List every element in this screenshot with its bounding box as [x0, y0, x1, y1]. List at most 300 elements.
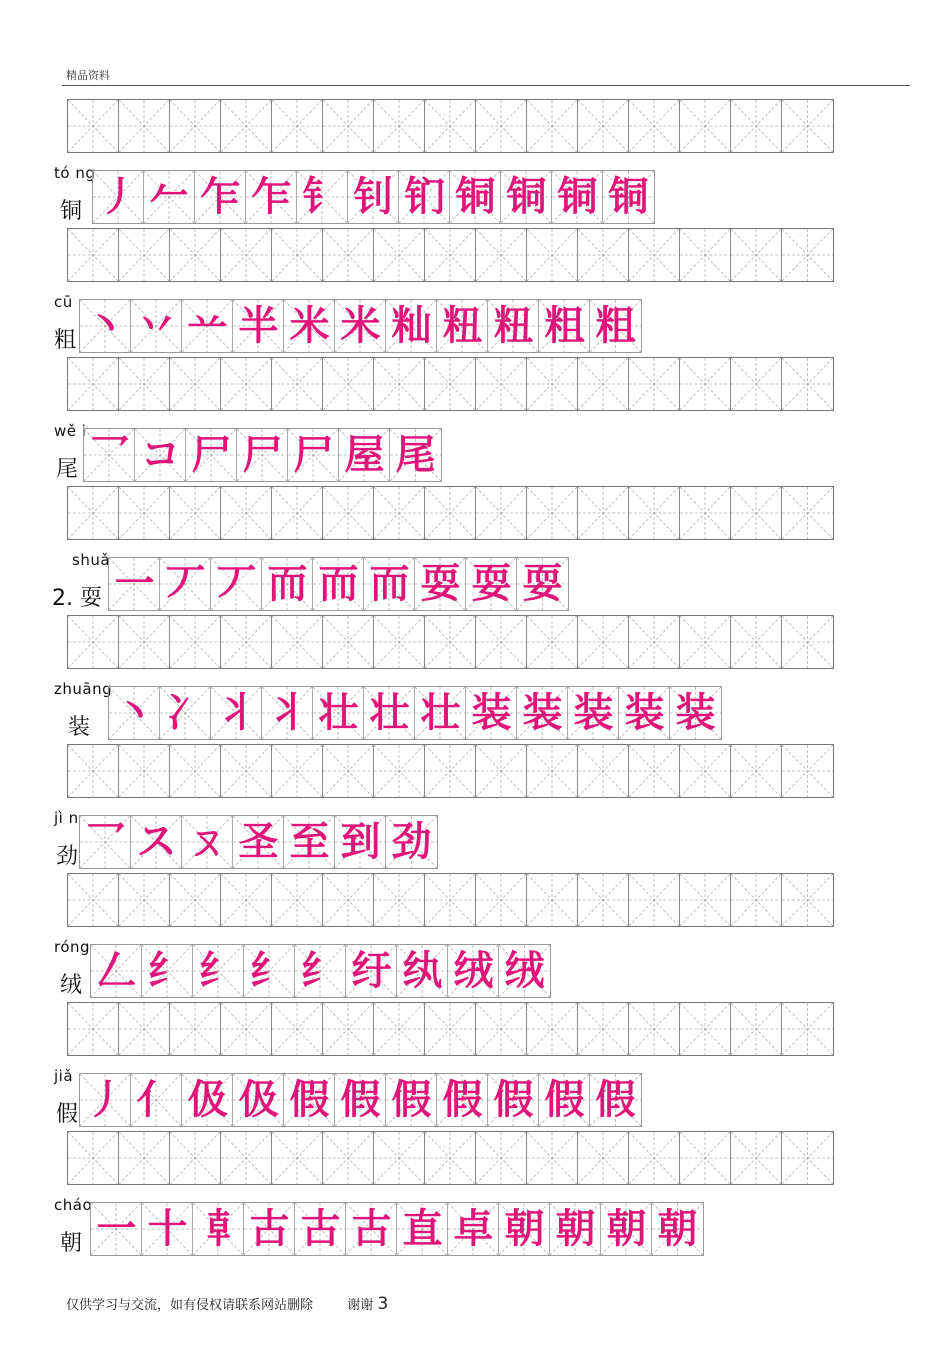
practice-cell[interactable] — [221, 358, 272, 410]
practice-cell[interactable] — [170, 1132, 221, 1184]
stroke-step-cell — [211, 558, 262, 610]
practice-cell[interactable] — [782, 487, 833, 539]
tianzige-guides — [680, 100, 730, 152]
tianzige-guides — [119, 616, 169, 668]
practice-cell[interactable] — [374, 1132, 425, 1184]
tianzige-guides — [731, 1003, 781, 1055]
stroke-step-cell — [135, 429, 186, 481]
tianzige-guides — [374, 100, 424, 152]
tianzige-guides — [629, 229, 679, 281]
tianzige-guides — [476, 745, 526, 797]
stroke-step-cell — [652, 1203, 703, 1255]
practice-cell[interactable] — [680, 100, 731, 152]
tianzige-guides — [578, 229, 628, 281]
stroke-step-glyph: 钅 — [302, 174, 343, 220]
practice-cell[interactable] — [272, 1132, 323, 1184]
tianzige-guides — [527, 229, 577, 281]
practice-cell[interactable] — [221, 616, 272, 668]
tianzige-guides — [323, 100, 373, 152]
tianzige-guides — [323, 1003, 373, 1055]
stroke-step-cell — [499, 1203, 550, 1255]
practice-cell[interactable] — [476, 100, 527, 152]
practice-cell[interactable] — [425, 358, 476, 410]
practice-cell[interactable] — [374, 229, 425, 281]
practice-cell[interactable] — [578, 1003, 629, 1055]
stroke-step-cell — [601, 1203, 652, 1255]
practice-cell[interactable] — [578, 1132, 629, 1184]
pinyin-label: róng — [54, 938, 91, 956]
practice-cell[interactable] — [476, 616, 527, 668]
practice-cell[interactable] — [425, 229, 476, 281]
tianzige-guides — [119, 358, 169, 410]
practice-cell[interactable] — [680, 616, 731, 668]
stroke-step-cell — [284, 300, 335, 352]
stroke-step-glyph: 壮 — [420, 690, 461, 736]
practice-cell[interactable] — [680, 487, 731, 539]
stroke-step-cell — [233, 816, 284, 868]
practice-cell[interactable] — [221, 745, 272, 797]
practice-cell[interactable] — [578, 874, 629, 926]
character-label: 朝 — [60, 1231, 83, 1256]
stroke-step-glyph: 装 — [624, 690, 665, 736]
stroke-step-glyph: 丷 — [136, 303, 177, 349]
tianzige-guides — [527, 487, 577, 539]
stroke-step-glyph: 纨 — [402, 948, 443, 994]
practice-cell[interactable] — [476, 1132, 527, 1184]
stroke-step-glyph: 屋 — [344, 432, 385, 478]
practice-cell[interactable] — [221, 1003, 272, 1055]
stroke-step-cell — [415, 687, 466, 739]
practice-cell[interactable] — [374, 616, 425, 668]
tianzige-guides — [425, 229, 475, 281]
practice-cell[interactable] — [731, 1003, 782, 1055]
tianzige-guides — [272, 616, 322, 668]
tianzige-guides — [221, 616, 271, 668]
practice-cell[interactable] — [527, 487, 578, 539]
stroke-step-glyph: 亻 — [136, 1077, 177, 1123]
practice-cell[interactable] — [272, 100, 323, 152]
tianzige-guides — [272, 745, 322, 797]
tianzige-guides — [170, 358, 220, 410]
practice-cell[interactable] — [578, 100, 629, 152]
pinyin-label: cū — [54, 293, 73, 311]
stroke-step-cell — [517, 687, 568, 739]
practice-cell[interactable] — [731, 1132, 782, 1184]
practice-cell[interactable] — [374, 358, 425, 410]
blank-practice-row — [67, 615, 834, 669]
stroke-step-glyph: 䒑 — [187, 303, 228, 349]
tianzige-guides — [68, 229, 118, 281]
practice-cell[interactable] — [425, 1003, 476, 1055]
stroke-step-glyph: 而 — [267, 561, 308, 607]
tianzige-guides — [527, 1003, 577, 1055]
stroke-step-cell — [244, 1203, 295, 1255]
practice-cell[interactable] — [221, 874, 272, 926]
practice-cell[interactable] — [68, 1003, 119, 1055]
stroke-step-glyph: 丶 — [85, 303, 126, 349]
practice-cell[interactable] — [680, 229, 731, 281]
practice-cell[interactable] — [68, 487, 119, 539]
practice-cell[interactable] — [323, 229, 374, 281]
character-entry — [0, 1196, 950, 1266]
practice-cell[interactable] — [272, 1003, 323, 1055]
tianzige-guides — [425, 874, 475, 926]
practice-cell[interactable] — [170, 229, 221, 281]
stroke-step-glyph: 钊 — [353, 174, 394, 220]
practice-cell[interactable] — [782, 358, 833, 410]
practice-cell[interactable] — [119, 487, 170, 539]
blank-practice-row — [67, 873, 834, 927]
practice-cell[interactable] — [323, 358, 374, 410]
stroke-order-row — [108, 686, 722, 740]
stroke-step-cell — [346, 1203, 397, 1255]
practice-cell[interactable] — [629, 1003, 680, 1055]
stroke-step-cell — [397, 1203, 448, 1255]
stroke-step-glyph: 朝 — [555, 1206, 596, 1252]
stroke-step-glyph: 铜 — [608, 174, 649, 220]
stroke-step-glyph: 米 — [289, 303, 330, 349]
stroke-step-cell — [262, 558, 313, 610]
tianzige-guides — [170, 1003, 220, 1055]
practice-cell[interactable] — [374, 487, 425, 539]
practice-cell[interactable] — [374, 874, 425, 926]
practice-cell[interactable] — [68, 358, 119, 410]
tianzige-guides — [476, 229, 526, 281]
stroke-step-glyph: 古 — [249, 1206, 290, 1252]
tianzige-guides — [170, 229, 220, 281]
pinyin-label: shuǎ — [72, 551, 111, 569]
footer — [66, 1294, 388, 1314]
tianzige-guides — [68, 1132, 118, 1184]
stroke-step-cell — [186, 429, 237, 481]
tianzige-guides — [170, 616, 220, 668]
practice-cell[interactable] — [374, 100, 425, 152]
practice-cell[interactable] — [425, 745, 476, 797]
stroke-step-glyph: 一 — [114, 561, 155, 607]
practice-cell[interactable] — [782, 616, 833, 668]
tianzige-guides — [527, 874, 577, 926]
stroke-step-cell — [131, 1074, 182, 1126]
tianzige-guides — [578, 487, 628, 539]
practice-cell[interactable] — [119, 229, 170, 281]
blank-practice-row — [67, 744, 834, 798]
stroke-step-glyph: 尾 — [395, 432, 436, 478]
practice-cell[interactable] — [221, 100, 272, 152]
practice-cell[interactable] — [323, 745, 374, 797]
tianzige-guides — [731, 487, 781, 539]
practice-cell[interactable] — [272, 358, 323, 410]
stroke-step-cell — [84, 429, 135, 481]
stroke-step-cell — [195, 171, 246, 223]
stroke-step-cell — [288, 429, 339, 481]
practice-cell[interactable] — [425, 616, 476, 668]
tianzige-guides — [68, 874, 118, 926]
practice-cell[interactable] — [578, 229, 629, 281]
practice-cell[interactable] — [629, 1132, 680, 1184]
stroke-step-glyph: 劲 — [391, 819, 432, 865]
stroke-step-cell — [590, 1074, 641, 1126]
tianzige-guides — [272, 358, 322, 410]
practice-cell[interactable] — [629, 358, 680, 410]
tianzige-guides — [170, 1132, 220, 1184]
practice-cell[interactable] — [119, 1003, 170, 1055]
practice-cell[interactable] — [170, 616, 221, 668]
tianzige-guides — [425, 1132, 475, 1184]
practice-cell[interactable] — [578, 745, 629, 797]
practice-cell[interactable] — [374, 745, 425, 797]
tianzige-guides — [782, 1003, 833, 1055]
tianzige-guides — [578, 874, 628, 926]
practice-cell[interactable] — [272, 745, 323, 797]
practice-cell[interactable] — [680, 1003, 731, 1055]
tianzige-guides — [374, 616, 424, 668]
stroke-step-cell — [348, 171, 399, 223]
tianzige-guides — [731, 1132, 781, 1184]
practice-cell[interactable] — [731, 745, 782, 797]
tianzige-guides — [68, 616, 118, 668]
practice-cell[interactable] — [323, 874, 374, 926]
tianzige-guides — [374, 358, 424, 410]
practice-cell[interactable] — [68, 745, 119, 797]
practice-cell[interactable] — [119, 358, 170, 410]
practice-cell[interactable] — [578, 358, 629, 410]
practice-cell[interactable] — [119, 874, 170, 926]
practice-cell[interactable] — [272, 487, 323, 539]
practice-cell[interactable] — [680, 874, 731, 926]
tianzige-guides — [323, 616, 373, 668]
practice-cell[interactable] — [476, 358, 527, 410]
practice-cell[interactable] — [272, 616, 323, 668]
practice-cell[interactable] — [680, 1132, 731, 1184]
header-divider — [62, 85, 910, 86]
practice-cell[interactable] — [782, 874, 833, 926]
practice-cell[interactable] — [782, 745, 833, 797]
stroke-step-glyph: 𠦝 — [198, 1206, 239, 1252]
practice-cell[interactable] — [578, 487, 629, 539]
practice-cell[interactable] — [629, 229, 680, 281]
practice-cell[interactable] — [323, 487, 374, 539]
practice-cell[interactable] — [425, 487, 476, 539]
stroke-step-cell — [397, 945, 448, 997]
stroke-step-glyph: 尸 — [191, 432, 232, 478]
stroke-step-cell — [109, 687, 160, 739]
practice-cell[interactable] — [731, 487, 782, 539]
blank-practice-row — [67, 228, 834, 282]
stroke-step-glyph: 壮 — [318, 690, 359, 736]
practice-cell[interactable] — [374, 1003, 425, 1055]
footer-disclaimer: 仅供学习与交流，如有侵权请联系网站删除 — [66, 1298, 314, 1313]
practice-cell[interactable] — [119, 616, 170, 668]
practice-cell[interactable] — [170, 487, 221, 539]
stroke-step-glyph: 纟 — [147, 948, 188, 994]
practice-cell[interactable] — [323, 100, 374, 152]
tianzige-guides — [782, 1132, 833, 1184]
practice-cell[interactable] — [476, 229, 527, 281]
practice-cell[interactable] — [527, 874, 578, 926]
practice-cell[interactable] — [476, 1003, 527, 1055]
stroke-step-cell — [193, 1203, 244, 1255]
stroke-step-cell — [160, 687, 211, 739]
tianzige-guides — [731, 229, 781, 281]
practice-cell[interactable] — [731, 874, 782, 926]
practice-cell[interactable] — [629, 487, 680, 539]
tianzige-guides — [221, 358, 271, 410]
stroke-step-cell — [517, 558, 568, 610]
stroke-step-glyph: コ — [140, 432, 181, 478]
practice-cell[interactable] — [782, 100, 833, 152]
tianzige-guides — [119, 1132, 169, 1184]
tianzige-guides — [323, 874, 373, 926]
tianzige-guides — [782, 100, 833, 152]
stroke-step-glyph: ス — [136, 819, 177, 865]
practice-cell[interactable] — [272, 229, 323, 281]
practice-cell[interactable] — [221, 1132, 272, 1184]
tianzige-guides — [68, 358, 118, 410]
practice-cell[interactable] — [527, 745, 578, 797]
practice-cell[interactable] — [119, 1132, 170, 1184]
practice-cell[interactable] — [323, 1003, 374, 1055]
stroke-step-glyph: 卓 — [453, 1206, 494, 1252]
practice-cell[interactable] — [782, 1132, 833, 1184]
practice-cell[interactable] — [68, 100, 119, 152]
stroke-step-glyph: 耍 — [420, 561, 461, 607]
practice-cell[interactable] — [527, 100, 578, 152]
stroke-step-glyph: 装 — [522, 690, 563, 736]
practice-cell[interactable] — [527, 1003, 578, 1055]
practice-cell[interactable] — [170, 874, 221, 926]
stroke-step-glyph: 丿 — [98, 174, 139, 220]
tianzige-guides — [221, 487, 271, 539]
tianzige-guides — [68, 745, 118, 797]
character-entry — [0, 938, 950, 1008]
practice-cell[interactable] — [221, 229, 272, 281]
stroke-step-cell — [182, 816, 233, 868]
practice-cell[interactable] — [476, 745, 527, 797]
tianzige-guides — [374, 745, 424, 797]
practice-cell[interactable] — [425, 100, 476, 152]
practice-cell[interactable] — [221, 487, 272, 539]
stroke-step-glyph: 装 — [675, 690, 716, 736]
tianzige-guides — [782, 616, 833, 668]
stroke-step-glyph: 𠃋 — [96, 948, 137, 994]
practice-cell[interactable] — [170, 1003, 221, 1055]
practice-cell[interactable] — [527, 616, 578, 668]
practice-cell[interactable] — [527, 358, 578, 410]
stroke-step-glyph: 铜 — [557, 174, 598, 220]
stroke-step-glyph: 冫 — [165, 690, 206, 736]
stroke-step-glyph: 乍 — [251, 174, 292, 220]
practice-cell[interactable] — [68, 874, 119, 926]
tianzige-guides — [629, 358, 679, 410]
practice-cell[interactable] — [170, 358, 221, 410]
practice-cell[interactable] — [731, 100, 782, 152]
tianzige-guides — [425, 1003, 475, 1055]
practice-cell[interactable] — [782, 229, 833, 281]
stroke-step-cell — [284, 1074, 335, 1126]
practice-cell[interactable] — [680, 745, 731, 797]
practice-cell[interactable] — [680, 358, 731, 410]
practice-cell[interactable] — [272, 874, 323, 926]
stroke-step-glyph: 绒 — [453, 948, 494, 994]
stroke-step-cell — [501, 171, 552, 223]
practice-cell[interactable] — [119, 745, 170, 797]
tianzige-guides — [680, 487, 730, 539]
stroke-step-glyph: 到 — [340, 819, 381, 865]
practice-cell[interactable] — [527, 229, 578, 281]
practice-cell[interactable] — [170, 745, 221, 797]
tianzige-guides — [425, 358, 475, 410]
stroke-step-glyph: 丆 — [216, 561, 257, 607]
practice-cell[interactable] — [68, 1132, 119, 1184]
practice-cell[interactable] — [68, 229, 119, 281]
practice-cell[interactable] — [731, 358, 782, 410]
stroke-step-cell — [437, 300, 488, 352]
stroke-step-cell — [237, 429, 288, 481]
stroke-step-glyph: 至 — [289, 819, 330, 865]
stroke-step-cell — [590, 300, 641, 352]
tianzige-guides — [323, 229, 373, 281]
practice-cell[interactable] — [731, 229, 782, 281]
tianzige-guides — [476, 100, 526, 152]
stroke-step-glyph: 丬 — [216, 690, 257, 736]
tianzige-guides — [374, 1132, 424, 1184]
pinyin-label: cháo — [54, 1196, 93, 1214]
stroke-step-glyph: 假 — [340, 1077, 381, 1123]
practice-cell[interactable] — [425, 1132, 476, 1184]
stroke-step-glyph: 假 — [493, 1077, 534, 1123]
practice-cell[interactable] — [527, 1132, 578, 1184]
stroke-step-cell — [539, 300, 590, 352]
practice-cell[interactable] — [476, 487, 527, 539]
practice-cell[interactable] — [425, 874, 476, 926]
practice-cell[interactable] — [476, 874, 527, 926]
tianzige-guides — [680, 616, 730, 668]
tianzige-guides — [782, 358, 833, 410]
practice-cell[interactable] — [323, 1132, 374, 1184]
tianzige-guides — [629, 100, 679, 152]
practice-cell[interactable] — [782, 1003, 833, 1055]
tianzige-guides — [731, 874, 781, 926]
practice-cell[interactable] — [629, 874, 680, 926]
stroke-step-glyph: 十 — [147, 1206, 188, 1252]
practice-cell[interactable] — [629, 745, 680, 797]
tianzige-guides — [68, 100, 118, 152]
practice-cell[interactable] — [629, 616, 680, 668]
character-label: 假 — [56, 1102, 79, 1127]
tianzige-guides — [680, 229, 730, 281]
practice-cell[interactable] — [578, 616, 629, 668]
stroke-step-glyph: 古 — [300, 1206, 341, 1252]
stroke-step-glyph: 朝 — [657, 1206, 698, 1252]
practice-cell[interactable] — [119, 100, 170, 152]
stroke-order-row — [79, 815, 438, 869]
practice-cell[interactable] — [323, 616, 374, 668]
stroke-step-cell — [339, 429, 390, 481]
practice-cell[interactable] — [170, 100, 221, 152]
practice-cell[interactable] — [629, 100, 680, 152]
stroke-order-row — [79, 299, 642, 353]
practice-cell[interactable] — [68, 616, 119, 668]
stroke-order-row — [92, 170, 655, 224]
tianzige-guides — [425, 487, 475, 539]
stroke-step-cell — [448, 1203, 499, 1255]
stroke-order-row — [83, 428, 442, 482]
practice-cell[interactable] — [731, 616, 782, 668]
character-label: 2. 耍 — [52, 586, 102, 611]
tianzige-guides — [476, 874, 526, 926]
stroke-step-cell — [619, 687, 670, 739]
tianzige-guides — [680, 358, 730, 410]
